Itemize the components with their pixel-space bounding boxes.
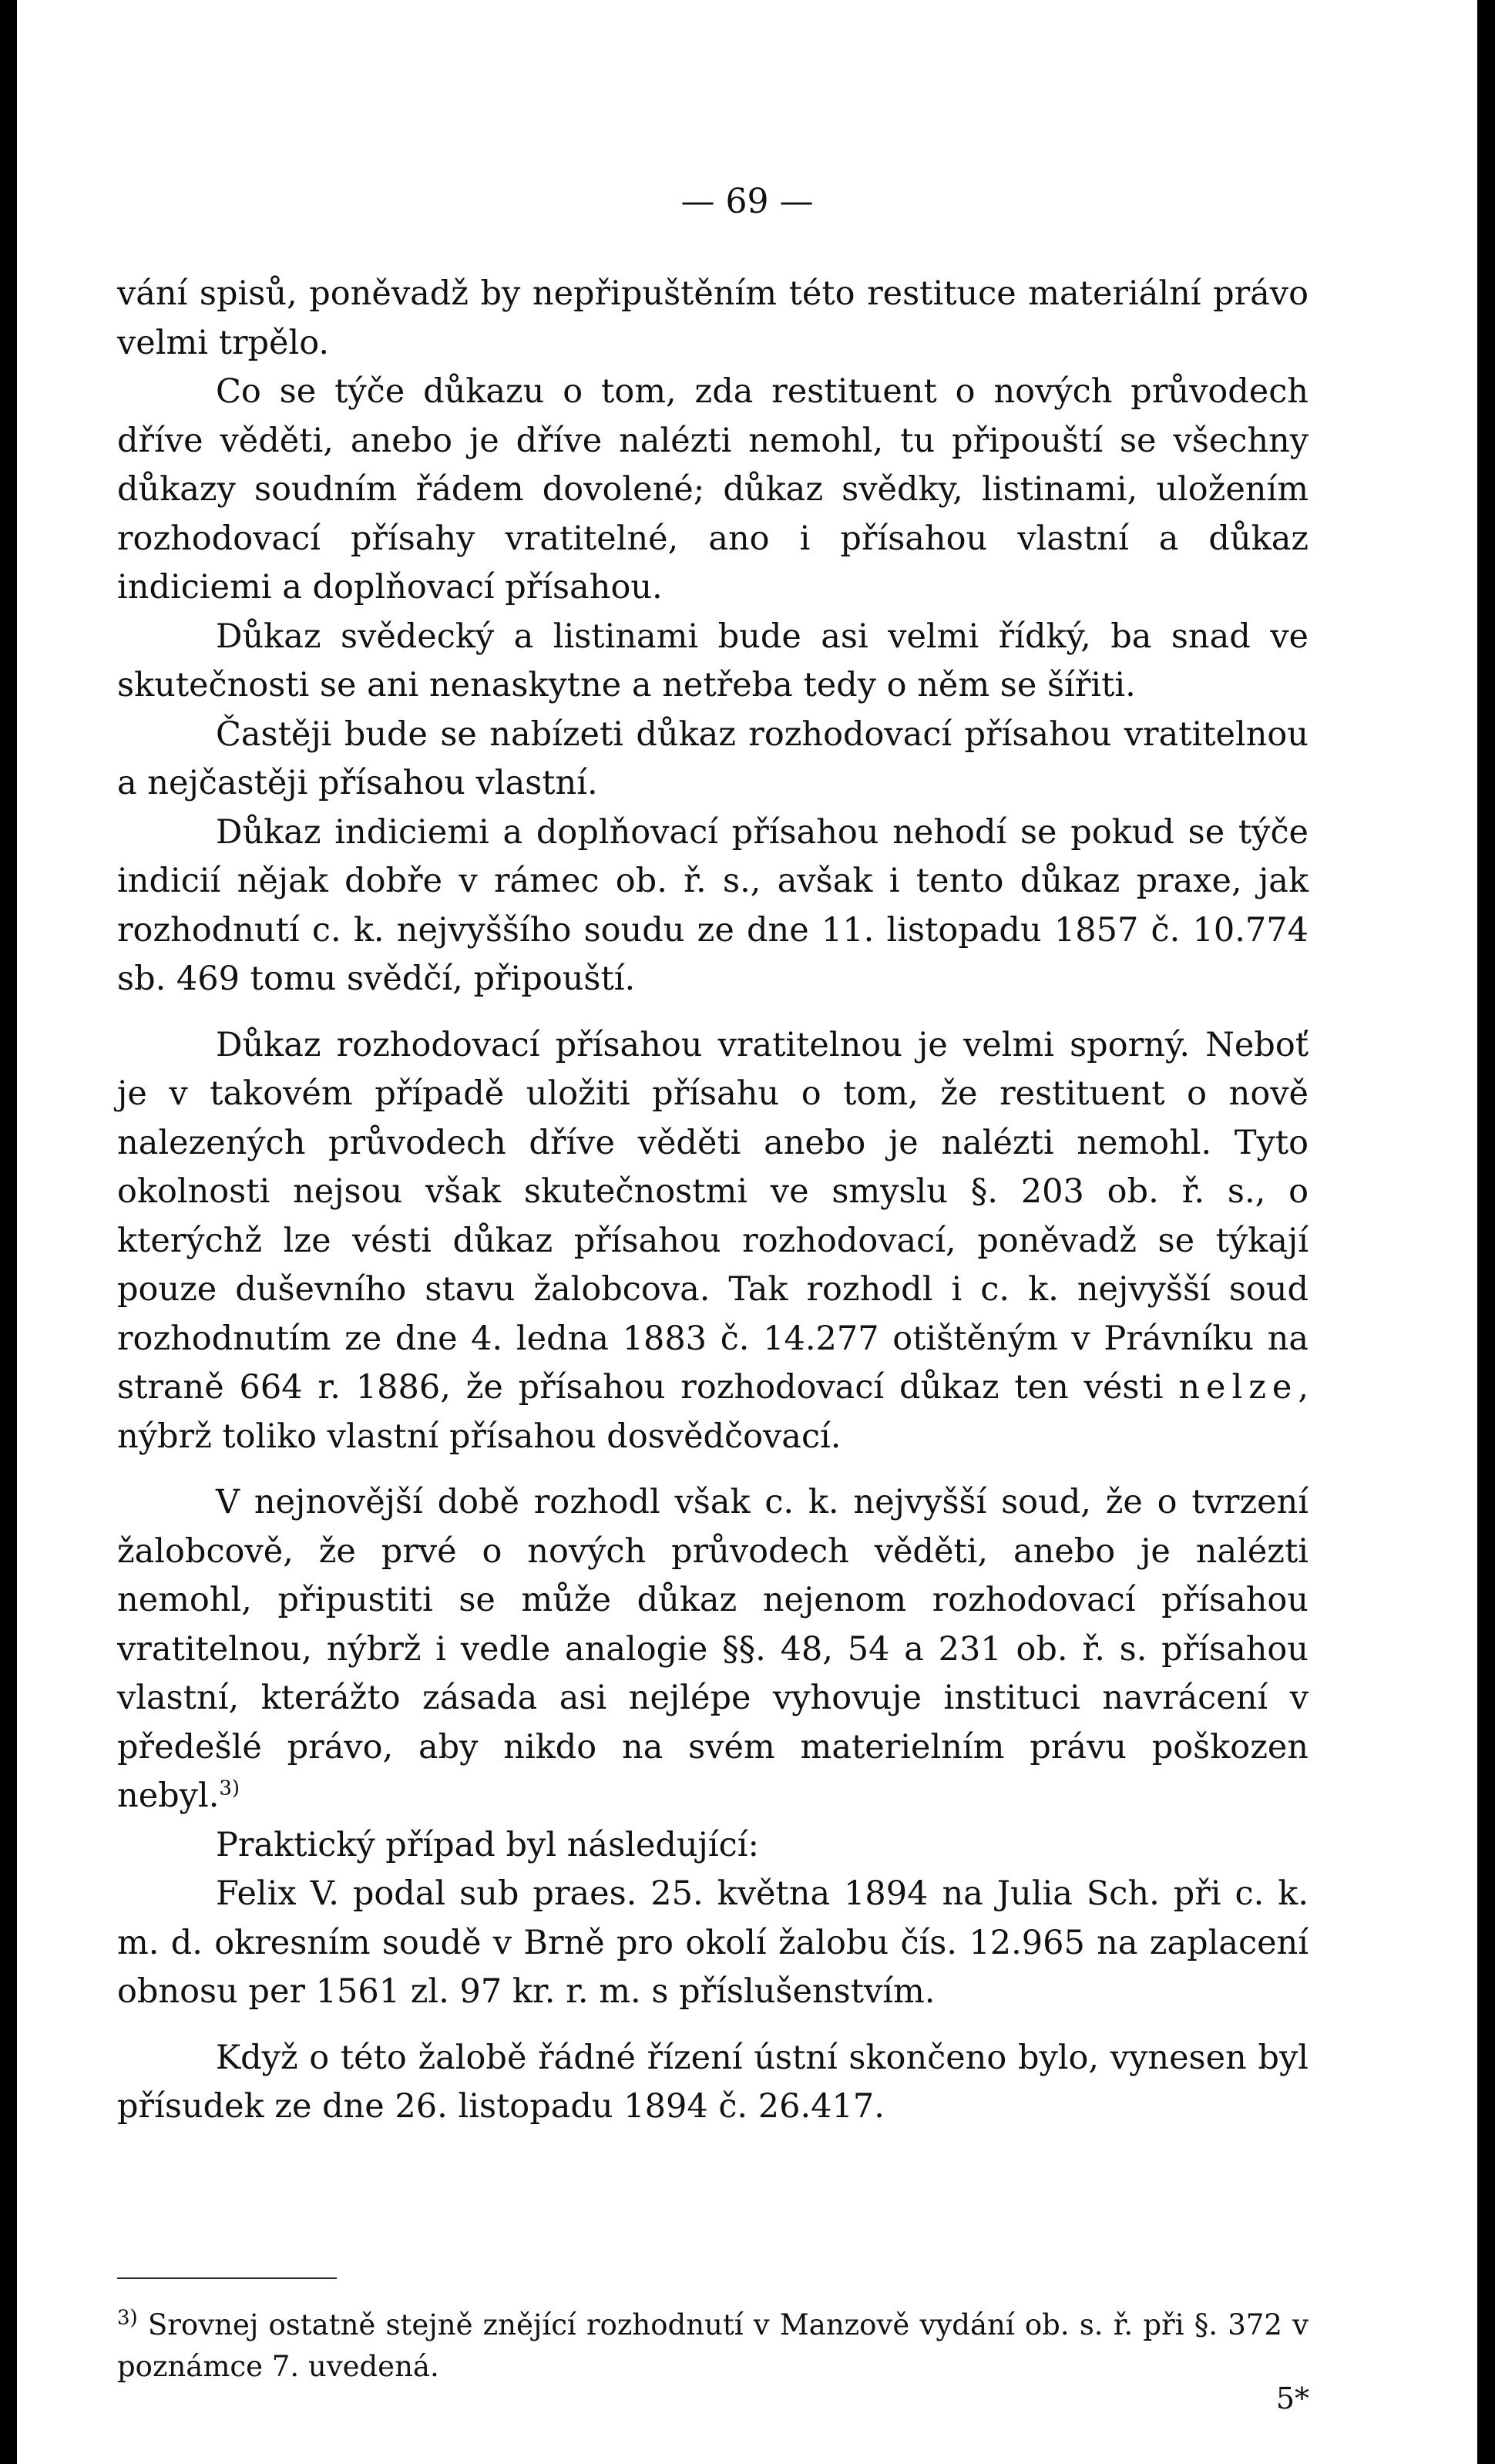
paragraph: Častěji bude se nabízeti důkaz rozhodovací přísahou vratitelnou a nejčastěji přísahou vlastní. [117,714,1309,802]
paragraph: vání spisů, poněvadž by nepřipuštěním této restituce materiální právo velmi trpělo. [117,274,1309,362]
paragraph [117,1021,1309,1462]
paragraph-text: V nejnovější době rozhodl však c. k. nejvyšší soud, že o tvrzení žalobcově, že prvé o nových průvodech věděti, anebo je nalézti nemohl, připustiti se může důkaz nejenom rozhodovací přísahou vratitelnou, nýbrž i vedle analogie §§. 48, 54 a 231 ob. ř. s. přísahou vlastní, kterážto zásada asi nejlépe vyhovuje instituci navrácení v předešlé právo, aby nikdo na svém materielním právu poškozen nebyl. [117,1483,1309,1815]
paragraph [117,1478,1309,1821]
main-text [117,270,1309,2132]
footnote [117,2304,1309,2388]
scan-border-left [0,0,17,2464]
paragraph-text: , nýbrž toliko vlastní přísahou dosvědčovací. [117,1368,1309,1456]
footnote-divider [117,2277,337,2279]
paragraph: Důkaz indiciemi a doplňovací přísahou nehodí se pokud se týče indicií nějak dobře v rámec ob. ř. s., avšak i tento důkaz praxe, jak rozhodnutí c. k. nejvyššího soudu ze dne 11. listopadu 1857 č. 10.774 sb. 469 tomu svědčí, připouští. [117,812,1309,998]
paragraph-text: Důkaz rozhodovací přísahou vratitelnou je velmi sporný. Neboť je v takovém případě uložiti přísahu o tom, že restituent o nově nalezených průvodech dříve věděti anebo je nalézti nemohl. Tyto okolnosti nejsou však skutečnostmi ve smyslu §. 203 ob. ř. s., o kterýchž lze vésti důkaz přísahou rozhodovací, poněvadž se týkají pouze duševního stavu žalobcova. Tak rozhodl i c. k. nejvyšší soud rozhodnutím ze dne 4. ledna 1883 č. 14.277 otištěným v Právníku na straně 664 r. 1886, že přísahou rozhodovací důkaz ten vésti [117,1025,1309,1407]
paragraph: Co se týče důkazu o tom, zda restituent o nových průvodech dříve věděti, anebo je dříve nalézti nemohl, tu připouští se všechny důkazy soudním řádem dovolené; důkaz svědky, listinami, uložením rozhodovací přísahy vratitelné, ano i přísahou vlastní a důkaz indiciemi a doplňovací přísahou. [117,372,1309,607]
footnote-mark: 3) [117,2306,138,2330]
signature-mark: 5* [1275,2382,1309,2415]
footnote-text: Srovnej ostatně stejně znějící rozhodnutí v Manzově vydání ob. s. ř. při §. 372 v poznámce 7. uvedená. [117,2308,1309,2383]
spaced-emphasis: nelze [1178,1368,1298,1407]
footnote-reference: 3) [219,1777,240,1800]
paragraph: Felix V. podal sub praes. 25. května 1894 na Julia Sch. při c. k. m. d. okresním soudě v Brně pro okolí žalobu čís. 12.965 na zaplacení obnosu per 1561 zl. 97 kr. r. m. s příslušenstvím. [117,1874,1309,2011]
page-number-header: — 69 — [680,182,814,221]
book-page [17,0,1477,2464]
paragraph: Důkaz svědecký a listinami bude asi velmi řídký, ba snad ve skutečnosti se ani nenaskytne a netřeba tedy o něm se šířiti. [117,617,1309,704]
paragraph: Praktický případ byl následující: [216,1825,759,1864]
paragraph: Když o této žalobě řádné řízení ústní skončeno bylo, vynesen byl přísudek ze dne 26. listopadu 1894 č. 26.417. [117,2038,1309,2126]
scan-border-right [1477,0,1495,2464]
